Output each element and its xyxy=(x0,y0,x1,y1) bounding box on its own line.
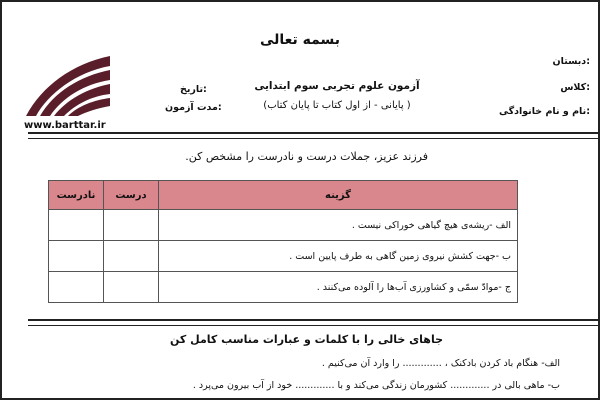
header-true: درست xyxy=(104,181,159,210)
class-label: کلاس: xyxy=(560,82,590,93)
name-label: نام و نام خانوادگی: xyxy=(498,106,590,117)
page-title: بسمه تعالی xyxy=(259,32,341,48)
fill-blank-item: ب- ماهی بالی در ............. کشورمان زندگی می‌کند و با ............. خود از آب بیرون می‌پرد . xyxy=(192,380,560,391)
statement-cell: ب -جهت کشش نیروی زمین گاهی به طرف پایین است . xyxy=(159,241,518,272)
date-label: تاریخ: xyxy=(180,84,207,95)
true-false-table xyxy=(48,180,518,303)
table-row xyxy=(49,241,518,272)
true-answer-cell[interactable] xyxy=(104,210,159,241)
header-false: نادرست xyxy=(49,181,104,210)
false-answer-cell[interactable] xyxy=(49,241,104,272)
section-divider xyxy=(28,319,598,326)
section1-instruction: فرزند عزیز، جملات درست و نادرست را مشخص کن. xyxy=(185,150,428,163)
section2-instruction: جاهای خالی را با کلمات و عبارات مناسب کامل کن xyxy=(170,333,443,346)
false-answer-cell[interactable] xyxy=(49,272,104,303)
true-answer-cell[interactable] xyxy=(104,272,159,303)
true-answer-cell[interactable] xyxy=(104,241,159,272)
exam-header xyxy=(2,2,598,131)
school-label: دبستان: xyxy=(552,56,590,67)
barttar-logo-icon xyxy=(22,42,112,120)
logo-url: www.barttar.ir xyxy=(24,120,106,131)
statement-cell: ج -موادّ سمّی و کشاورزی آب‌ها را آلوده می‌کنند . xyxy=(159,272,518,303)
duration-label: مدت آزمون: xyxy=(165,102,222,113)
table-row xyxy=(49,272,518,303)
fill-blank-item: الف- هنگام باد کردن بادکنک ، ............. را وارد آن می‌کنیم . xyxy=(321,358,560,369)
false-answer-cell[interactable] xyxy=(49,210,104,241)
table-row xyxy=(49,210,518,241)
table-header-row xyxy=(49,181,518,210)
statement-cell: الف -ریشه‌ی هیچ گیاهی خوراکی نیست . xyxy=(159,210,518,241)
header-divider xyxy=(28,132,598,139)
header-statement: گزینه xyxy=(159,181,518,210)
exam-scope: (پایانی - از اول کتاب تا پایان کتاب ) xyxy=(263,100,411,111)
exam-subject: آزمون علوم تجربی سوم ابتدایی xyxy=(254,80,420,92)
